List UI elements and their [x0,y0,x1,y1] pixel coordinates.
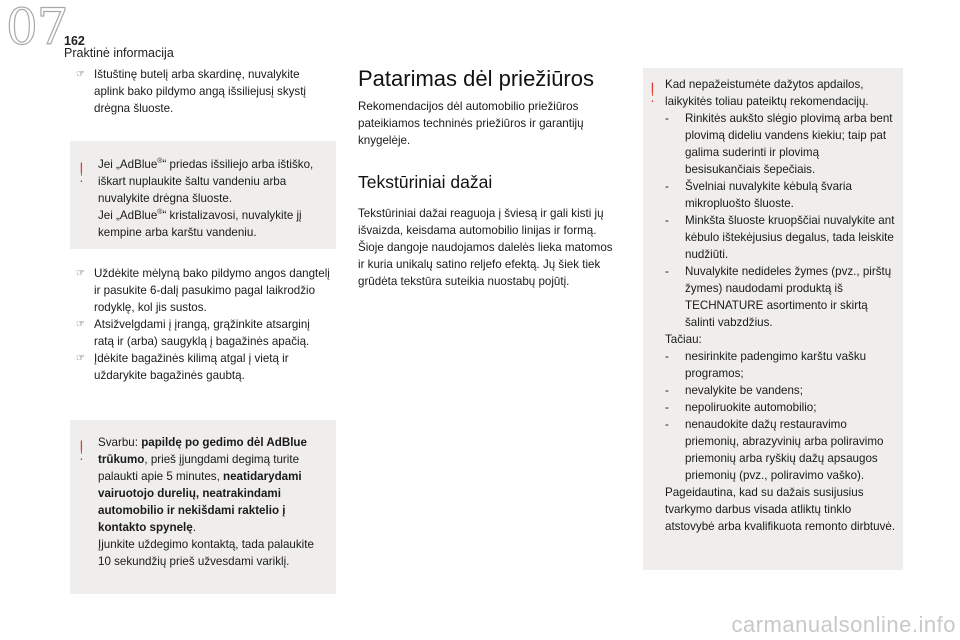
list-item-text: Atsižvelgdami į įrangą, grąžinkite atsarginį ratą ir (arba) saugyklą į bagažinės apačią. [94,318,310,348]
list-item: - Minkšta šluoste kruopščiai nuvalykite ant kėbulo ištekėjusius degalus, tada leiskite nudžiūti. [665,214,895,261]
body-text: Tekstūriniai dažai reaguoja į šviesą ir gali kisti jų išvaizda, keisdama automobilio linijas ir formą. Šioje dangoje naudojamos dalelės lieka matomos ir kuria unikalų satino reljefo efektą. Jų šiek tiek grūdėta tekstūra suteikia nuostabų pojūtį. [358,207,613,288]
page-number: 162 [64,34,85,48]
care-note [643,68,903,570]
note-paragraph: Jei „AdBlue®“ kristalizavosi, nuvalykite jį kempine arba karštu vandeniu. [98,209,302,239]
list-item-text: Įdėkite bagažinės kilimą atgal į vietą ir uždarykite bagažinės gaubtą. [94,352,289,382]
note-paragraph: Svarbu: papildę po gedimo dėl AdBlue trūkumo, prieš įjungdami degimą turite palaukti apie 5 minutes, neatidarydami vairuotojo durelių, neatrakindami automobilio ir nekišdami raktelio į kontakto spynelę. [98,436,307,534]
section-title: Praktinė informacija [64,46,174,60]
list-item: - Nuvalykite nedideles žymes (pvz., pirštų žymes) naudodami produktą iš TECHNATURE asortimento ir skirtą šalinti vabzdžius. [665,265,892,329]
left-column [76,66,331,117]
exclamation-icon: ! [76,158,87,189]
pointer-arrow-icon: ☞ [76,319,85,330]
list-item [76,66,331,117]
left-steps [76,265,331,384]
list-item-text: Ištuštinę butelį arba skardinę, nuvalykite aplink bako pildymo angą išsiliejusį skystį drėgna šluoste. [94,68,307,115]
pointer-arrow-icon: ☞ [76,69,85,80]
section-heading: Tekstūriniai dažai [358,172,493,192]
list-item [76,316,331,350]
list-item: - Švelniai nuvalykite kėbulą švaria mikropluošto šluoste. [665,180,852,210]
list-item: - nevalykite be vandens; [665,384,803,397]
warning-note [70,141,336,249]
note-paragraph: Jei „AdBlue®“ priedas išsiliejo arba ištiško, iškart nuplaukite šaltu vandeniu arba nuvalykite drėgna šluoste. [98,158,314,205]
pointer-arrow-icon: ☞ [76,353,85,364]
list-item: - nesirinkite padengimo karštu vašku programos; [665,350,867,380]
list-item-text: Uždėkite mėlyną bako pildymo angos dangtelį ir pasukite 6-dalį pasukimo pagal laikrodžio rodyklę, kol jis sustos. [94,267,330,314]
note-intro: Kad nepažeistumėte dažytos apdailos, laikykitės toliau pateiktų rekomendacijų. [665,78,869,108]
chapter-number: 07 [6,0,68,56]
note-paragraph: Įjunkite uždegimo kontaktą, tada palaukite 10 sekundžių prieš užvesdami variklį. [98,538,314,568]
closing-text: Pageidautina, kad su dažais susijusius tvarkymo darbus visada atliktų tinklo atstovybė arba kvalifikuota remonto dirbtuvė. [665,486,896,533]
list-item: - nenaudokite dažų restauravimo priemonių, abrazyvinių arba poliravimo priemonių arba ryškių dažų apsaugos priemonių (pvz., poliravimo vaško). [665,418,884,482]
list-item: - nepoliruokite automobilio; [665,401,817,414]
list-item [76,350,331,384]
watermark: carmanualsonline.info [731,612,956,637]
exclamation-icon: ! [647,78,658,109]
middle-column [358,66,620,290]
intro-text: Rekomendacijos dėl automobilio priežiūros pateikiamos techninės priežiūros ir garantijų knygelėje. [358,100,584,147]
exclamation-icon: ! [76,436,87,467]
pointer-arrow-icon: ☞ [76,268,85,279]
however-label: Tačiau: [665,333,702,346]
warning-note [70,420,336,594]
list-item: - Rinkitės aukšto slėgio plovimą arba bent plovimą dideliu vandens kiekiu; taip pat galima suderinti ir plovimą besisukančiais šepečiais. [665,112,893,176]
page-title: Patarimas dėl priežiūros [358,66,594,91]
list-item [76,265,331,316]
